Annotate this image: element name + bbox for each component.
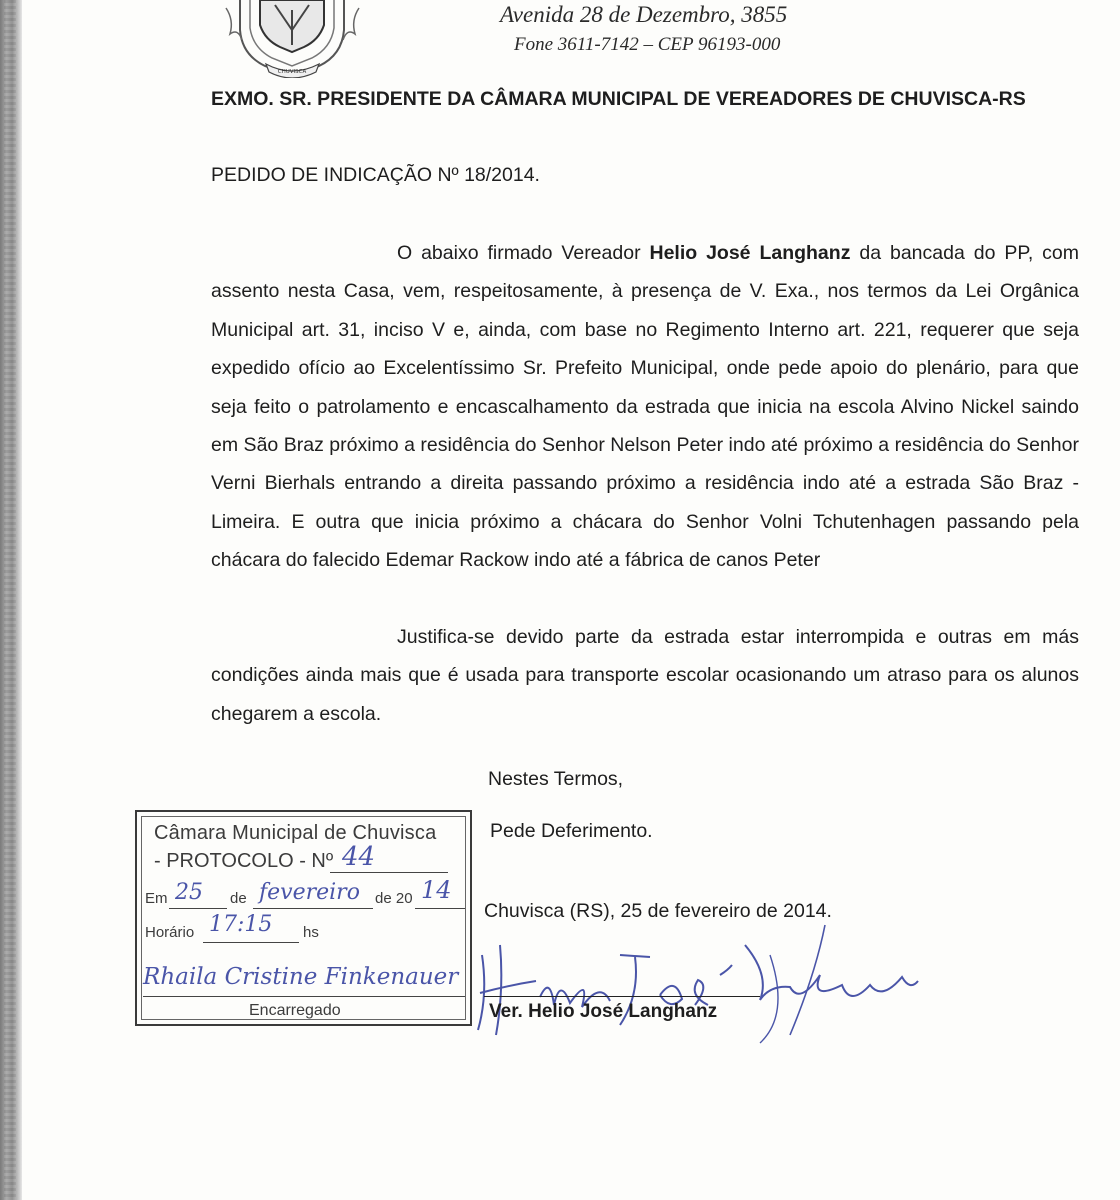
stamp-month: fevereiro: [259, 880, 360, 905]
municipal-crest-icon: [220, 0, 365, 78]
binding-stripes: [4, 0, 16, 1200]
stamp-time: 17:15: [209, 912, 273, 937]
request-paragraph: [211, 234, 1079, 580]
p1-intro: O abaixo firmado Vereador: [397, 242, 650, 264]
stamp-handwritten-signature: Rhaila Cristine Finkenauer: [143, 964, 459, 990]
stamp-time-line: [203, 942, 299, 943]
stamp-protocol-number: 44: [342, 842, 376, 872]
stamp-signature-line: [143, 996, 465, 997]
justification-paragraph: Justifica-se devido parte da estrada estar interrompida e outras em más condições ainda mais que é usada para transporte escolar ocasionando um atraso para os alunos chegarem a escola.: [211, 626, 1079, 725]
protocol-stamp: [135, 810, 472, 1026]
stamp-year: 14: [421, 876, 452, 904]
signature-line: [484, 996, 760, 997]
header-phone-cep: Fone 3611-7142 – CEP 96193-000: [514, 34, 781, 55]
stamp-year-line: [415, 908, 465, 909]
stamp-protocol-label: - PROTOCOLO - Nº: [154, 850, 334, 872]
stamp-protocol-line: [330, 872, 448, 873]
councillor-name: Helio José Langhanz: [649, 242, 851, 264]
p1-body: da bancada do PP, com assento nesta Casa, vem, respeitosamente, à presença de V. Exa., nos termos da Lei Orgânica Municipal art. 31, inciso V e, ainda, com base no Regimento Interno art. 221, requerer que seja expedido ofício ao Excelentíssimo Sr. Prefeito Municipal, onde pede apoio do plenário, para que seja feito o patrolamento e encascalhamento da estrada que inicia na escola Alvino Nickel saindo em São Braz próximo a residência do Senhor Nelson Peter indo até próximo a residência do Senhor Verni Bierhals entrando a direita passando próximo a residência indo até a estrada São Braz - Limeira. E outra que inicia próximo a chácara do Senhor Volni Tchutenhagen passando pela chácara do falecido Edemar Rackow indo até a fábrica de canos Peter: [211, 242, 1080, 572]
stamp-em-label: Em: [145, 890, 168, 907]
request-number: PEDIDO DE INDICAÇÃO Nº 18/2014.: [211, 164, 540, 186]
handwritten-signature: [470, 915, 930, 1050]
stamp-horario-label: Horário: [145, 924, 195, 941]
stamp-month-line: [253, 908, 373, 909]
stamp-hs-label: hs: [303, 924, 319, 941]
closing-terms: Nestes Termos,: [488, 768, 624, 790]
place-date: Chuvisca (RS), 25 de fevereiro de 2014.: [484, 900, 832, 922]
signer-name: Ver. Helio José Langhanz: [489, 1001, 718, 1022]
closing-request: Pede Deferimento.: [490, 820, 653, 842]
stamp-de-label-1: de: [230, 890, 247, 907]
header-address: Avenida 28 de Dezembro, 3855: [500, 2, 788, 27]
stamp-encarregado-label: Encarregado: [249, 1002, 341, 1019]
stamp-day: 25: [175, 880, 203, 905]
stamp-de-label-2: de 20: [375, 890, 413, 907]
svg-text:CHUVISCA: CHUVISCA: [277, 69, 307, 75]
stamp-day-line: [169, 908, 227, 909]
addressee-heading: EXMO. SR. PRESIDENTE DA CÂMARA MUNICIPAL DE VEREADORES DE CHUVISCA-RS: [211, 88, 1026, 110]
stamp-title: Câmara Municipal de Chuvisca: [154, 822, 437, 844]
